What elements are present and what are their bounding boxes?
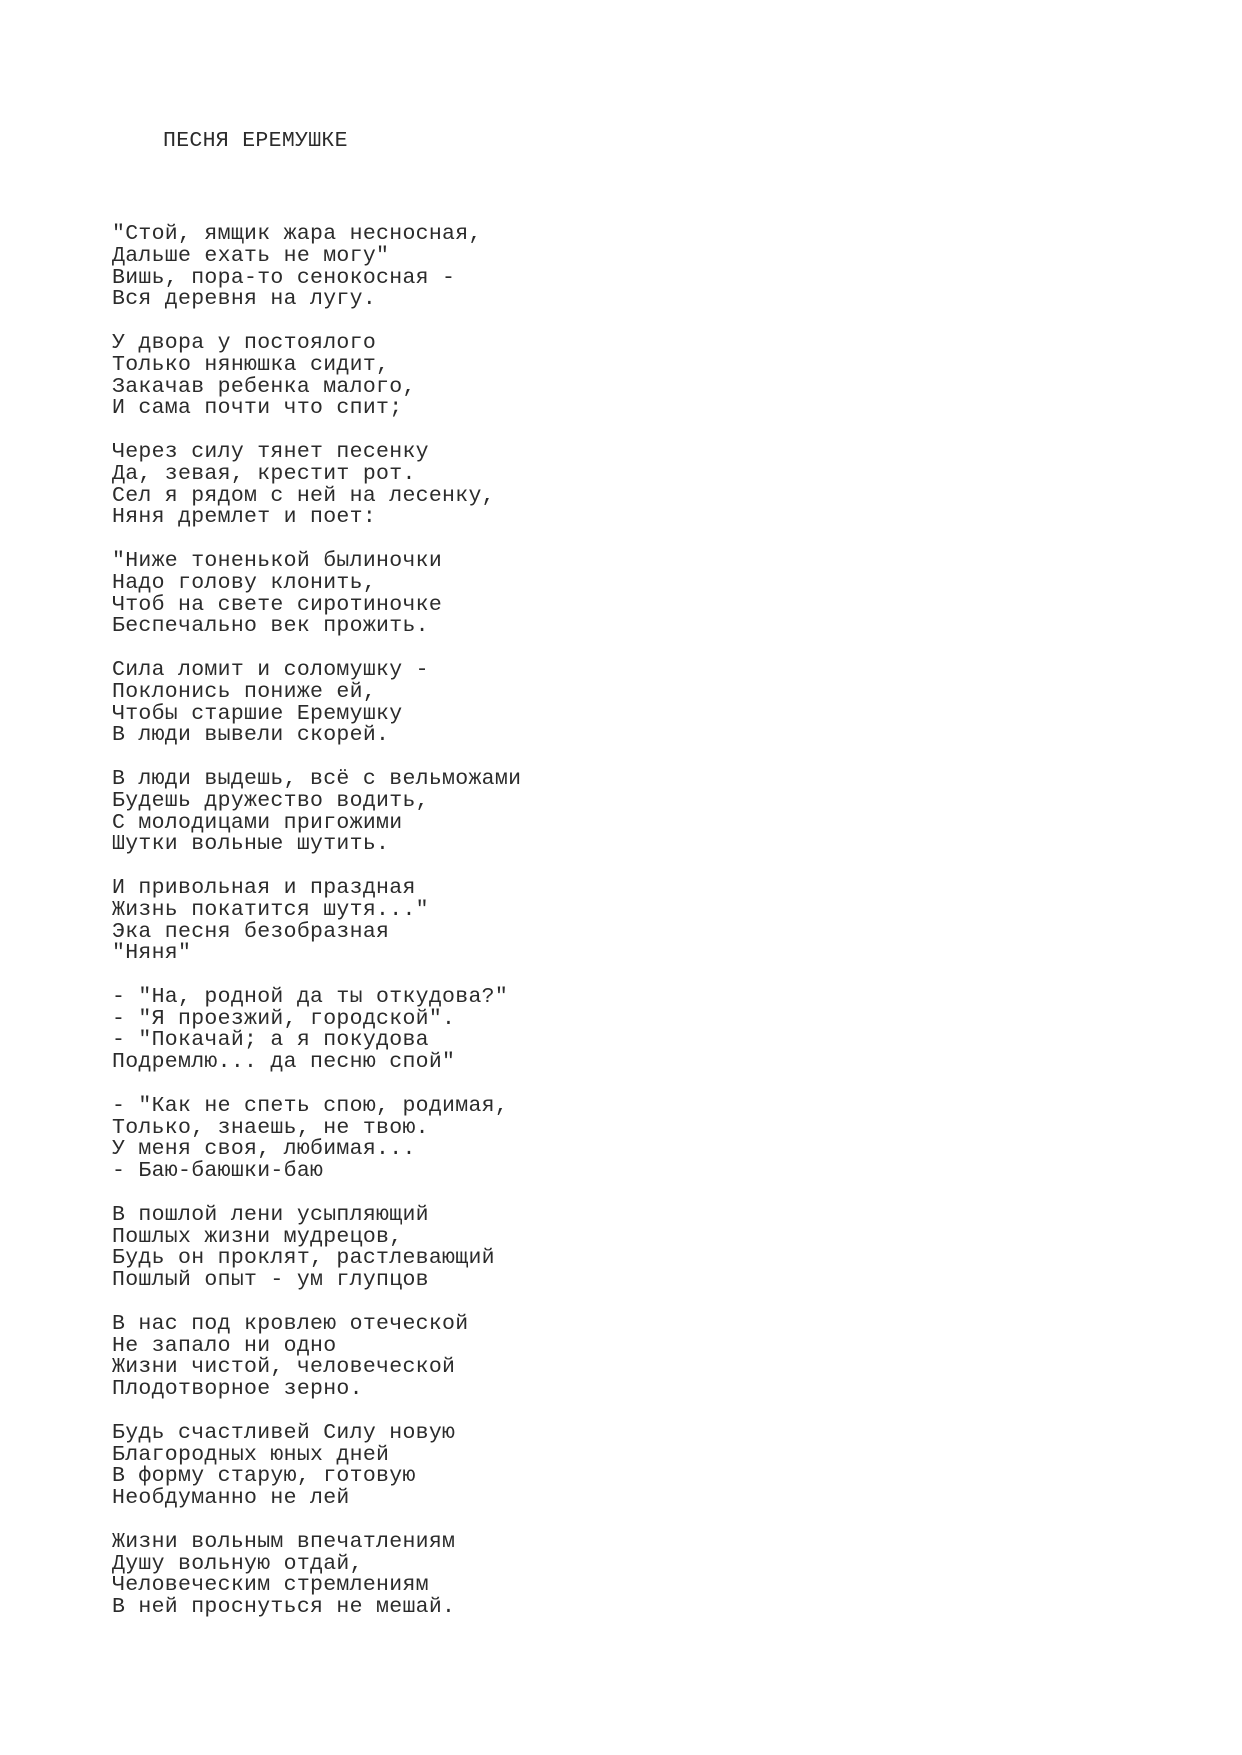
stanza [112,984,521,1075]
poem-line: Жизни вольным впечатлениям [112,1529,456,1554]
poem-line: - "Как не спеть спою, родимая, [112,1093,509,1118]
poem-line: Человеческим стремлениям [112,1573,429,1598]
stanza [112,439,521,530]
poem-line: У двора у постоялого [112,330,377,355]
stanza [112,330,521,421]
poem-line: Пошлый опыт - ум глупцов [112,1268,429,1293]
stanza [112,875,521,966]
poem-line: Беспечально век прожить. [112,614,429,639]
poem-line: Подремлю... да песню спой" [112,1050,456,1075]
poem-line: Вся деревня на лугу. [112,287,377,312]
poem-line: Будь счастливей Силу новую [112,1420,456,1445]
poem-line: - "Я проезжий, городской". [112,1006,456,1031]
stanza [112,1202,521,1293]
poem-line: Сила ломит и соломушку - [112,657,429,682]
stanza [112,766,522,857]
poem-line: Душу вольную отдай, [112,1551,363,1576]
poem-line: Будешь дружество водить, [112,788,429,813]
poem-line: Не запало ни одно [112,1333,337,1358]
poem-line: У меня своя, любимая... [112,1137,416,1162]
poem-line: "Стой, ямщик жара несносная, [112,222,482,246]
stanza [112,1420,521,1511]
poem-line: - "Покачай; а я покудова [112,1028,429,1053]
poem-line: - Баю-баюшки-баю [112,1159,324,1184]
poem-line: Благородных юных дней [112,1442,390,1467]
poem-line: Закачав ребенка малого, [112,374,416,399]
poem-line: И привольная и праздная [112,875,416,900]
poem-line: Будь он проклят, растлевающий [112,1246,495,1271]
poem-line: С молодицами пригожими [112,810,403,835]
stanza [112,224,521,311]
poem-line: В люди вывели скорей. [112,723,390,748]
poem-line: - "На, родной да ты откудова?" [112,984,509,1009]
poem-line: Няня дремлет и поет: [112,505,377,530]
stanza [112,548,521,639]
poem-line: Жизни чистой, человеческой [112,1355,456,1380]
poem-line: "Ниже тоненькой былиночки [112,548,443,573]
poem-line: В нас под кровлею отеческой [112,1311,469,1336]
poem-line: Шутки вольные шутить. [112,832,390,857]
poem-line: Необдуманно не лей [112,1486,350,1511]
poem-title: ПЕСНЯ ЕРЕМУШКЕ [163,129,348,153]
poem-line: В пошлой лени усыпляющий [112,1202,429,1227]
poem-line: "Няня" [112,941,192,966]
stanza [112,1529,521,1620]
poem-line: Только, знаешь, не твою. [112,1115,429,1140]
poem-line: Надо голову клонить, [112,570,377,595]
poem-line: Вишь, пора-то сенокосная - [112,265,456,290]
poem-line: Дальше ехать не могу" [112,243,390,268]
poem-line: Только нянюшка сидит, [112,352,390,377]
poem-line: Через силу тянет песенку [112,439,429,464]
poem-line: Чтоб на свете сиротиночке [112,592,443,617]
stanza [112,1311,521,1402]
poem-line: Плодотворное зерно. [112,1377,363,1402]
poem-line: Сел я рядом с ней на лесенку, [112,483,495,508]
poem-line: В форму старую, готовую [112,1464,416,1489]
poem-line: Поклонись пониже ей, [112,679,377,704]
stanza [112,1093,521,1184]
poem-line: Пошлых жизни мудрецов, [112,1224,403,1249]
stanza [112,657,521,748]
poem-line: Чтобы старшие Еремушку [112,701,403,726]
poem-body [112,224,521,1641]
poem-line: И сама почти что спит; [112,396,403,421]
poem-line: Да, зевая, крестит рот. [112,461,416,486]
poem-line: В ней проснуться не мешай. [112,1595,456,1620]
poem-line: В люди выдешь, всё с вельможами [112,766,522,791]
poem-line: Жизнь покатится шутя..." [112,897,429,922]
poem-line: Эка песня безобразная [112,919,390,944]
